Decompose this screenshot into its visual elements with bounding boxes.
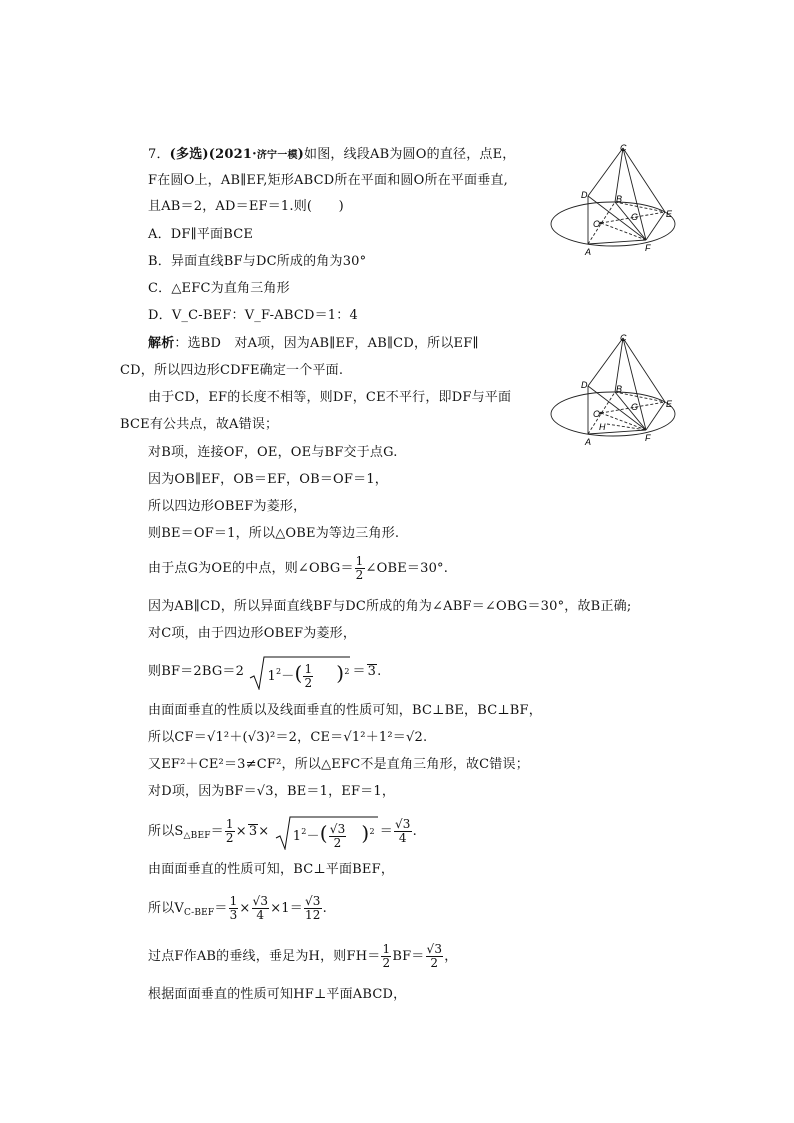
solution-line-13 xyxy=(148,701,542,721)
fraction-denominator: 2 xyxy=(304,675,313,690)
math-op: . xyxy=(377,664,382,679)
fraction-denominator: 12 xyxy=(304,908,321,922)
problem-line-1 xyxy=(148,145,516,166)
figure-2-label: B xyxy=(616,384,623,394)
solution-line-17 xyxy=(148,812,417,852)
solution-line-7 xyxy=(148,497,306,517)
figure-1-label: C xyxy=(620,143,627,153)
solution-text: ：选BD 对A项，因为AB∥EF，AB∥CD，所以EF∥ xyxy=(174,336,479,351)
solution-line-2 xyxy=(120,361,343,381)
fraction-numerator: √3 xyxy=(426,942,443,956)
fraction-sqrt3-over-2 xyxy=(426,943,444,970)
solution-text: 又EF²＋CE²＝3≠CF²，所以△EFC不是直角三角形，故C错误； xyxy=(148,757,529,772)
solution-text: BF＝ xyxy=(392,949,425,964)
math-paren: ( xyxy=(319,820,328,845)
fraction-half xyxy=(381,943,391,970)
figure-2-label: D xyxy=(581,380,588,390)
math-exp: 2 xyxy=(369,826,375,836)
math-op: × xyxy=(258,824,270,839)
option-text: △EFC为直角三角形 xyxy=(171,281,290,296)
sqrt-body xyxy=(293,814,375,855)
fraction-half xyxy=(225,818,235,845)
solution-text: 由于CD，EF的长度不相等，则DF，CE不平行，即DF与平面 xyxy=(148,390,512,405)
figure-1-label: A xyxy=(585,247,592,257)
option-label: A． xyxy=(148,227,171,242)
solution-text: ∠OBE＝30°. xyxy=(365,561,449,576)
problem-source-place: 济宁一模 xyxy=(256,150,298,161)
math-op: ＝ xyxy=(352,664,366,679)
sqrt-expression-area xyxy=(274,814,380,850)
figure-2-label: A xyxy=(585,437,592,447)
solution-line-15 xyxy=(148,755,529,775)
problem-line-3 xyxy=(148,197,344,217)
option-text: 异面直线BF与DC所成的角为30° xyxy=(170,254,367,269)
solution-line-8 xyxy=(148,524,399,544)
math-op: ＝ xyxy=(214,901,228,916)
solution-line-6 xyxy=(148,470,388,490)
math-op: × xyxy=(235,824,247,839)
solution-label: 解析 xyxy=(148,336,175,351)
fraction-denominator: 2 xyxy=(382,956,391,970)
figure-1-label: E xyxy=(666,209,673,219)
option-label: B． xyxy=(148,254,171,269)
option-text: V_C-BEF：V_F-ABCD＝1：4 xyxy=(171,308,358,323)
solution-text: 所以CF＝√1²＋(√3)²＝2，CE＝√1²＋1²＝√2. xyxy=(148,730,428,745)
math-subscript: C-BEF xyxy=(184,908,215,918)
math-paren: ) xyxy=(361,820,370,845)
math-op: × xyxy=(239,901,251,916)
solution-text: BCE有公共点，故A错误； xyxy=(120,417,279,432)
problem-tag: (多选) xyxy=(169,147,209,162)
math-op: ×1＝ xyxy=(270,901,303,916)
problem-source: (2021· xyxy=(208,147,257,162)
figure-1-label: F xyxy=(645,243,651,253)
solution-line-16 xyxy=(148,782,395,802)
solution-text: 因为AB∥CD，所以异面直线BF与DC所成的角为∠ABF＝∠OBG＝30°，故B正确; xyxy=(148,599,632,614)
fraction-sqrt3-over-12 xyxy=(304,895,322,922)
solution-line-19 xyxy=(148,890,327,928)
option-d xyxy=(148,306,358,326)
fraction-third xyxy=(229,895,239,922)
fraction-denominator: 2 xyxy=(426,956,444,970)
solution-text: CD，所以四边形CDFE确定一个平面. xyxy=(120,363,344,378)
math-op: － xyxy=(281,668,295,684)
fraction-numerator: 1 xyxy=(355,554,364,568)
math-paren: ( xyxy=(294,660,303,685)
fraction-sqrt3-over-4 xyxy=(394,818,412,845)
fraction-denominator: 4 xyxy=(252,908,270,922)
math-op: ＝ xyxy=(210,824,224,839)
solution-text: 则BE＝OF＝1，所以△OBE为等边三角形. xyxy=(148,526,400,541)
geometry-figure-1 xyxy=(545,140,685,260)
problem-text-2: F在圆O上，AB∥EF,矩形ABCD所在平面和圆O所在平面垂直, xyxy=(148,173,508,188)
solution-line-14 xyxy=(148,728,427,748)
fraction-denominator: 2 xyxy=(225,831,234,845)
solution-line-18 xyxy=(148,860,394,880)
solution-line-3 xyxy=(148,388,511,408)
figure-2-label: O xyxy=(593,409,601,419)
option-b xyxy=(148,252,366,272)
fraction-half xyxy=(303,663,313,690)
solution-text: 由于点G为OE的中点，则∠OBG＝ xyxy=(148,561,354,576)
solution-text: 对B项，连接OF，OE，OE与BF交于点G. xyxy=(148,445,398,460)
math-op: ＝ xyxy=(379,824,393,839)
solution-text: 过点F作AB的垂线，垂足为H，则FH＝ xyxy=(148,949,381,964)
problem-text: 如图，线段AB为圆O的直径，点E， xyxy=(304,147,516,162)
math-op: － xyxy=(306,828,320,844)
solution-line-10 xyxy=(148,597,631,617)
fraction-numerator: 1 xyxy=(382,942,391,956)
problem-source-close: ) xyxy=(297,147,305,162)
solution-line-11 xyxy=(148,624,356,644)
solution-text: 所以S xyxy=(148,824,184,839)
math-exp: 2 xyxy=(275,666,282,676)
figure-1-label: D xyxy=(581,190,588,200)
fraction-denominator: 2 xyxy=(329,836,347,850)
figure-2-label: F xyxy=(645,433,651,443)
figure-1-svg xyxy=(545,140,685,260)
problem-text-3: 且AB＝2，AD＝EF＝1.则( ) xyxy=(148,199,344,214)
solution-line-12 xyxy=(148,652,381,692)
fraction-numerator: 1 xyxy=(225,817,234,831)
solution-text: 根据面面垂直的性质可知HF⊥平面ABCD， xyxy=(148,987,407,1002)
figure-2-svg xyxy=(545,330,685,450)
solution-text: 对C项，由于四边形OBEF为菱形， xyxy=(148,626,357,641)
solution-line-20: 过点F作AB的垂线，垂足为H，则FH＝ $\frac{1}{2}$ BF＝ $\frac{√3}{2}$ ， xyxy=(148,942,458,970)
solution-text: 因为OB∥EF，OB＝EF，OB＝OF＝1， xyxy=(148,472,389,487)
option-c xyxy=(148,279,290,299)
solution-line-9 xyxy=(148,552,448,586)
figure-2-label: G xyxy=(631,402,639,412)
fraction-denominator: 4 xyxy=(394,831,412,845)
solution-line-1 xyxy=(148,334,479,354)
solution-text: 所以四边形OBEF为菱形， xyxy=(148,499,307,514)
math-exp: 2 xyxy=(344,666,350,676)
solution-text: 所以V xyxy=(148,901,184,916)
figure-1-label: O xyxy=(593,219,601,229)
math-term: 1 xyxy=(267,668,276,684)
option-label: C． xyxy=(148,281,172,296)
math-op: . xyxy=(412,824,417,839)
option-label: D． xyxy=(148,308,172,323)
fraction-numerator: √3 xyxy=(329,821,346,836)
problem-number: 7． xyxy=(148,147,170,162)
sqrt-3: 3 xyxy=(367,664,377,679)
figure-2-label: C xyxy=(620,333,627,343)
math-exp: 2 xyxy=(301,826,307,836)
sqrt-body xyxy=(267,654,349,695)
problem-line-2 xyxy=(148,171,508,191)
fraction-denominator: 2 xyxy=(355,568,364,582)
fraction-numerator: √3 xyxy=(394,817,411,831)
solution-text: 则BF＝2BG＝2 xyxy=(148,664,245,679)
figure-2-label: E xyxy=(666,399,673,409)
solution-text: 由面面垂直的性质可知，BC⊥平面BEF， xyxy=(148,862,395,877)
solution-line-5 xyxy=(148,443,398,463)
figure-2-label: H xyxy=(599,422,606,432)
fraction-numerator: √3 xyxy=(252,894,269,908)
sqrt-expression-bf xyxy=(248,654,352,690)
fraction-denominator: 3 xyxy=(229,908,238,922)
option-text: DF∥平面BCE xyxy=(170,227,254,242)
fraction-numerator: √3 xyxy=(304,894,321,908)
fraction-numerator: 1 xyxy=(229,894,238,908)
option-a xyxy=(148,225,253,245)
math-paren: ) xyxy=(336,660,345,685)
fraction-half xyxy=(355,555,365,582)
fraction-numerator: 1 xyxy=(304,661,313,676)
solution-text: 对D项，因为BF＝√3，BE＝1，EF＝1， xyxy=(148,784,396,799)
fraction-sqrt3-over-4 xyxy=(252,895,270,922)
math-subscript: △BEF xyxy=(183,831,211,841)
math-term: 1 xyxy=(292,828,302,844)
solution-line-4 xyxy=(120,415,278,435)
geometry-figure-2 xyxy=(545,330,685,450)
figure-1-label: G xyxy=(631,212,639,222)
figure-1-label: B xyxy=(616,194,623,204)
solution-text: 由面面垂直的性质以及线面垂直的性质可知，BC⊥BE，BC⊥BF， xyxy=(148,703,542,718)
fraction-sqrt3-over-2 xyxy=(329,823,347,850)
solution-line-21 xyxy=(148,985,406,1005)
math-op: . xyxy=(322,901,327,916)
sqrt-3: 3 xyxy=(248,824,258,839)
